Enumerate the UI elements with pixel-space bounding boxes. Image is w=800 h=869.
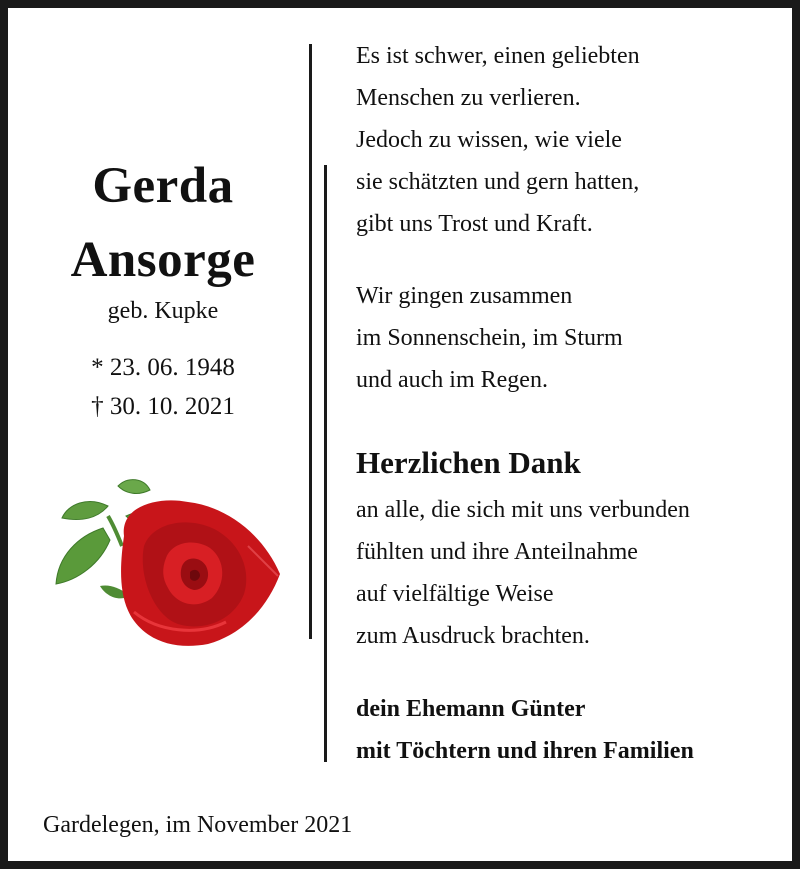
birth-name: geb. Kupke (107, 298, 219, 324)
poem-line: im Sonnenschein, im Sturm (356, 325, 623, 351)
poem-line: Es ist schwer, einen geliebten (356, 43, 640, 69)
signature-line: dein Ehemann Günter (356, 696, 586, 722)
red-rose-icon (48, 476, 288, 651)
poem-line: Menschen zu verlieren. (356, 85, 581, 111)
deceased-last-name: Ansorge (70, 232, 256, 288)
thanks-heading: Herzlichen Dank (356, 445, 581, 480)
divider-line-right (324, 165, 327, 762)
thanks-line: zum Ausdruck brachten. (356, 623, 590, 649)
death-date: † 30. 10. 2021 (91, 393, 235, 420)
place-and-date: Gardelegen, im November 2021 (43, 812, 353, 838)
poem-line: sie schätzten und gern hatten, (356, 169, 640, 195)
poem-line: Jedoch zu wissen, wie viele (356, 127, 622, 153)
poem-line: und auch im Regen. (356, 367, 548, 393)
thanks-line: an alle, die sich mit uns verbunden (356, 497, 690, 523)
thanks-line: fühlten und ihre Anteilnahme (356, 539, 638, 565)
poem-line: gibt uns Trost und Kraft. (356, 211, 593, 237)
divider-line-left (309, 44, 312, 639)
deceased-first-name: Gerda (92, 158, 234, 214)
signature-line: mit Töchtern und ihren Familien (356, 738, 694, 764)
thanks-line: auf vielfältige Weise (356, 581, 554, 607)
poem-line: Wir gingen zusammen (356, 283, 573, 309)
birth-date: * 23. 06. 1948 (91, 354, 235, 381)
